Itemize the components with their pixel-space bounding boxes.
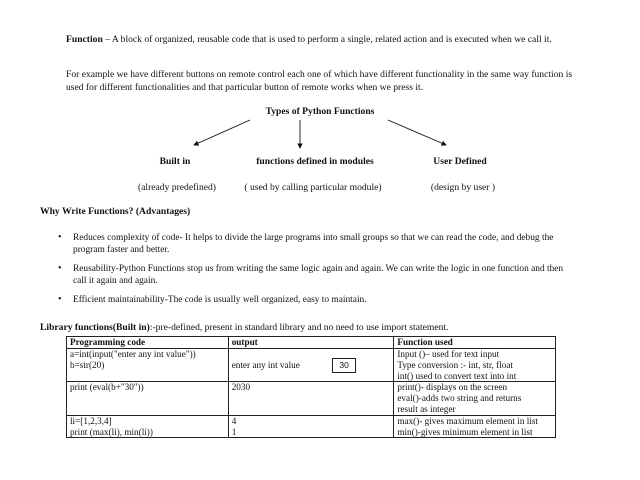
why-heading: Why Write Functions? (Advantages) (40, 206, 191, 217)
advantage-item: • Reduces complexity of code- It helps to divide the large programs into small groups so that we can read the code, and debug the program faster and better. (58, 232, 578, 256)
type-userdefined: User Defined (433, 156, 487, 167)
output-cell (228, 349, 394, 382)
library-heading-text: :-pre-defined, present in standard library and no need to use import statement. (149, 322, 449, 333)
func-cell (394, 382, 556, 415)
code-line: print (eval(b+"30")) (70, 382, 144, 393)
code-line: print (max(li), min(li)) (70, 426, 153, 437)
note-builtin: (already predefined) (137, 182, 217, 193)
output-line: 2030 (231, 382, 251, 393)
func-line: min()-gives minimum element in list (397, 426, 533, 437)
arrow-builtin (194, 120, 250, 145)
note-userdefined: (design by user ) (430, 182, 496, 193)
code-cell (67, 382, 229, 415)
table-row (67, 349, 556, 382)
code-line: a=int(input("enter any int value")) (70, 349, 196, 359)
function-example: For example we have different buttons on remote control each one of which have different functionality in the same way function is used for different functionalities and that particular button of remote works when we press it. (66, 69, 573, 93)
func-line: print()- displays on the screen (397, 382, 508, 393)
table-row (67, 415, 556, 438)
code-cell (67, 349, 229, 382)
function-definition-text: – A block of organized, reusable code that is used to perform a single, related action and is executed when we call it. (102, 34, 552, 45)
code-line: b=str(20) (70, 359, 105, 370)
col-output: output (228, 337, 394, 349)
func-cell (394, 349, 556, 382)
func-line: Type conversion :- int, str, float (397, 359, 513, 370)
output-line: enter any int value (231, 359, 300, 370)
output-input-box: 30 (332, 358, 356, 373)
type-builtin: Built in (159, 156, 191, 167)
func-line: eval()-adds two string and returns (397, 393, 522, 404)
note-modules: ( used by calling particular module) (244, 182, 382, 193)
func-line: result as integer (397, 403, 456, 414)
col-function-used: Function used (394, 337, 556, 349)
table-row (67, 382, 556, 415)
arrow-userdefined (388, 120, 446, 145)
library-heading-bold: Library functions(Built in) (40, 322, 150, 333)
library-heading (40, 322, 600, 335)
func-line: max()- gives maximum element in list (397, 415, 538, 426)
advantage-item: • Efficient maintainability-The code is usually well organized, easy to maintain. (58, 294, 578, 306)
output-line: 1 (231, 426, 237, 437)
code-line: li=[1,2,3,4] (70, 415, 112, 426)
output-line: 4 (231, 415, 237, 426)
func-line: int() used to convert text into int (397, 370, 517, 381)
function-term: Function (66, 34, 103, 45)
advantage-item: • Reusability-Python Functions stop us from writing the same logic again and again. We can write the logic in one function and then call it again and again. (58, 263, 578, 287)
code-cell (67, 415, 229, 438)
output-cell (228, 382, 394, 415)
advantages-list (58, 232, 578, 313)
table-header-row (67, 337, 556, 349)
func-cell (394, 415, 556, 438)
library-table (66, 336, 556, 438)
type-modules: functions defined in modules (256, 156, 374, 167)
output-cell (228, 415, 394, 438)
types-heading: Types of Python Functions (265, 106, 375, 117)
func-line: Input ()– used for text input (397, 349, 500, 359)
col-programming-code: Programming code (67, 337, 229, 349)
